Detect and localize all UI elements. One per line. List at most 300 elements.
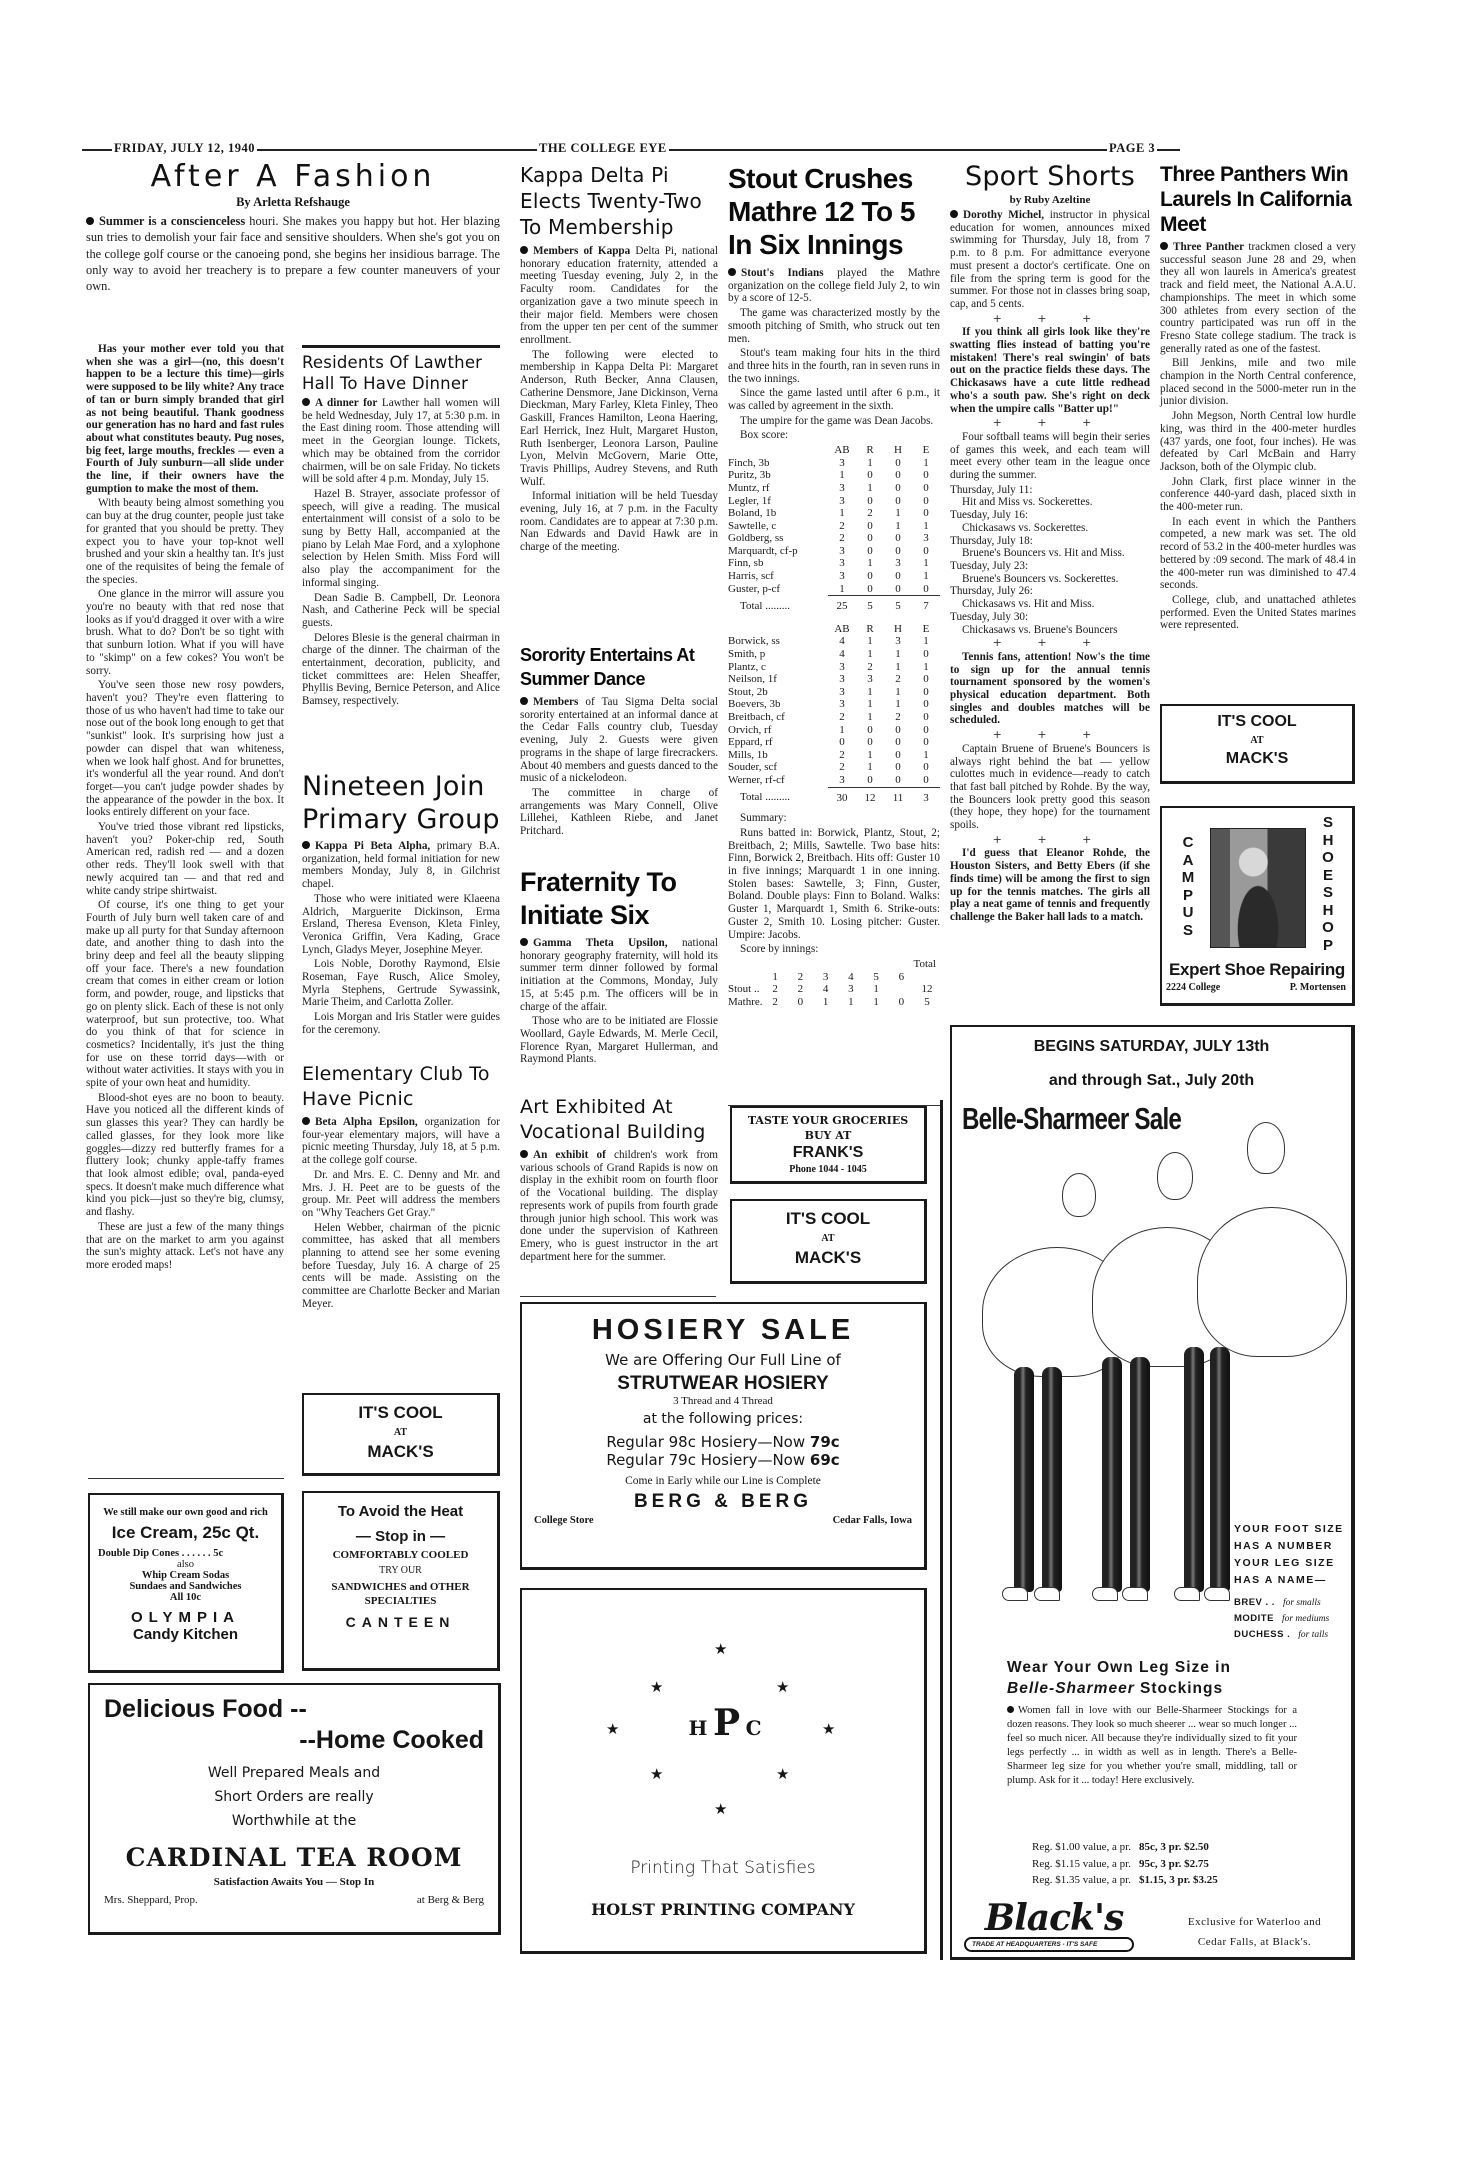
paragraph: Delores Blesie is the general chairman in charge of the dinner. The chairman of the entertainment, decoration, publicity, and ticket committees are: Helen Sheaffer, Phyllis Beving, Bernice Peterson, and Alice Bamsey, respectively. [302,631,500,708]
innings-row: Mathre. 2 0 1 1 1 0 5 [728,995,930,1008]
paragraph: Stout's team making four hits in the third and three hits in the fourth, ran in seven runs in the two innings. [728,347,940,385]
stat-e: 1 [923,660,929,673]
stat-ab: 3 [839,773,845,786]
ad-text: at the following prices: [642,1411,804,1427]
ad-headline: Delicious Food -- [104,1695,307,1723]
paragraph: The committee in charge of arrangements was Mary Connell, Olive Lillehei, Kathleen Riebe, and Janet Pritchard. [520,786,718,838]
star-icon: ★ [776,1678,790,1696]
box-score-row [728,698,940,711]
ad-campus-shoeshop [1160,806,1355,1006]
stat-ab: 3 [839,698,845,711]
ad-text: All 10c [169,1592,202,1603]
box-score-row [728,761,940,774]
schedule-game: Bruene's Bouncers vs. Hit and Miss. [962,547,1125,560]
ad-holst-printing [520,1588,927,1954]
stat-r: 0 [867,469,873,482]
paragraph: Hazel B. Strayer, associate professor of speech, will give a reading. The musical entertainment will consist of a solo to be sung by Betty Hall, accompanied at the piano by Lelah Mae Ford, and a xylophone selection by Helen Smith. Miss Ford will also play the accompaniment for the informal singing. [302,487,500,589]
stat-h: 0 [895,494,901,507]
stat-r: 0 [867,582,873,595]
stat-ab: 4 [839,635,845,648]
separator: + + + [992,311,1108,325]
stat-r: 0 [867,570,873,583]
stat-ab: 3 [839,673,845,686]
stat-r: 0 [867,544,873,557]
ad-headline: Ice Cream, 25c Qt. [111,1523,260,1542]
after-a-fashion-body [86,343,284,1274]
stat-e: 0 [923,544,929,557]
article-title: Elementary Club To Have Picnic [302,1063,490,1110]
stat-r: 1 [867,711,873,724]
bullet-icon [520,246,528,254]
stat-r: 2 [867,507,873,520]
ad-text: Phone 1044 - 1045 [789,1164,867,1175]
paragraph: I'd guess that Eleanor Rohde, the Houston Sisters, and Betty Ebers (if she finds time) will be among the first to sign up for the tennis matches. The girls all play a neat game of tennis and frequently challenge the Baker hall lads to a match. [950,847,1150,923]
schedule-date: Thursday, July 11: [950,483,1033,496]
box-score-row [728,532,940,545]
stat-e: 1 [923,635,929,648]
ad-text: AT [821,1233,835,1244]
player-name: Puritz, 3b [728,469,771,482]
stat-r: 1 [867,481,873,494]
ad-text: MACK'S [367,1442,434,1461]
score-by-innings: Total 1 2 3 4 5 6 Stout .. 2 2 4 3 1 12 Mathre. 2 0 1 1 1 0 5 [728,958,940,1008]
stat-h: 0 [895,544,901,557]
ad-headline: HOSIERY SALE [591,1314,855,1346]
stat-e: 1 [923,519,929,532]
ad-text: IT'S COOL [1217,713,1297,730]
stat-h: 1 [895,648,901,661]
hpc-monogram: H P C [688,1702,762,1744]
size-row: BREV . . for smalls [1234,1597,1321,1608]
stat-e: 0 [923,494,929,507]
paragraph: Captain Bruene of Bruene's Bouncers is always right behind the bat — yellow culottes much in evidence—ready to catch that fast ball pitched by Rohde. By the way, the Bouncers look pretty good this season (they hope, they hope) for the tournament spoils. [950,742,1150,832]
paragraph: In each event in which the Panthers competed, a new mark was set. The old record of 53.2 in the 400-meter hurdles was bettered by :09 second. The mark of 48.4 in the 400-meter run was diminished to 47.4 seconds. [1160,515,1356,592]
stat-ab: 3 [839,570,845,583]
paragraph: The following were elected to membership in Kappa Delta Pi: Margaret Anderson, Ruth Becker, Anna Clausen, Catherine Densmore, Jane Dickinson, Verna Dieckman, Mary Farley, Kleta Finley, Theo Gaskill, Frances Hamilton, Leona Haering, Earl Herrick, Inez Hult, Margaret Huston, Ruth Isenberger, Leonora Larson, Pauline Lyon, Melvin McGovern, Marie Otte, Travis Phillips, Audrey Stevens, and Ruth Wulf. [520,348,719,488]
box-score-row [728,583,940,596]
star-icon: ★ [822,1720,836,1738]
innings-label: Score by innings: [740,943,819,956]
article-title: Sorority Entertains At Summer Dance [520,645,695,689]
stat-r: 0 [867,736,873,749]
bullet-icon [520,697,528,705]
box-score-row [728,724,940,737]
separator: + + + [992,636,1108,650]
bullet-icon [302,398,310,406]
stat-h: 1 [895,685,901,698]
stat-h: 0 [895,582,901,595]
article-title: Fraternity To Initiate Six [520,867,677,930]
box-score-row [728,495,940,508]
ad-text: CANTEEN [345,1614,456,1630]
ad-headline: --Home Cooked [299,1726,484,1754]
stat-h: 2 [895,673,901,686]
article-title: Kappa Delta Pi Elects Twenty-Two To Membership [520,163,702,239]
stat-r: 1 [867,648,873,661]
article-lead: Summer is a conscienceless houri. She makes you happy but hot. Her blazing sun tries to demolish your fair face and sensitive shoulders. When she's got you on the college golf course or the canoeing pond, she begins her insidious barrage. The only way to avoid her treachery is to prepare a few counter maneuvers of your own. [86,214,501,294]
stat-r: 2 [867,660,873,673]
player-name: Boland, 1b [728,507,777,520]
separator: + + + [992,416,1108,430]
ad-price: 69c [809,1451,840,1469]
star-icon: ★ [714,1640,728,1658]
article-stout-crushes-mathre: Stout Crushes Mathre 12 To 5 In Six Innings Stout's Indians played the Mathre organization on the college field July 2, to win by a score of 12-5. The game was characterized mostly by the smooth pitching of Smith, who struck out ten men. Stout's team making four hits in the third and three hits in the fourth, ran in seven runs in the two innings. Since the game lasted until after 6 p.m., it was called by agreement in the sixth. The umpire for the game was Dean Jacobs. Box score: AB R H E Finch, 3b 3 1 0 1 Puritz, 3b 1 0 0 0 Muntz, rf 3 1 0 0 Legler, 1f 3 0 0 0 Boland, 1b 1 2 1 0 Sawtelle, c 2 0 1 1 Goldberg, ss 2 0 0 3 Marquardt, cf-p 3 0 0 0 Finn, sb 3 1 3 1 Harris, scf 3 0 0 1 Guster, p-cf 1 0 0 0 Total ......... 25 5 5 7 AB R H E Borwick, ss 4 1 3 1 Smith, p 4 1 1 0 Plantz, c 3 2 1 1 Neilson, 1f 3 3 2 0 Stout, 2b 3 1 1 0 Boevers, 3b 3 1 1 0 Breitbach, cf 2 1 2 0 Orvich, rf 1 0 0 0 Eppard, rf 0 0 0 0 Mills, 1b 2 1 0 1 Souder, scf 2 1 0 0 Werner, rf-cf 3 0 0 0 Total ......... 30 12 11 3 Summary: Runs batted in: Borwick, Plantz, Stout, 2; Breitbach, 2; Mills, Sawtelle. Two base hits: Finn, Borwick 2, Breitbach. Hits off: Guster 10 in five innings; Marquardt 1 in one inning. Stolen bases: Sawtelle, 3; Finn, Guster, Boland. Double plays: Finn to Boland. Walks: Guster 1, Marquardt 1, Smith 6. Strike-outs: Guster 2, Smith 10. Losing pitcher: Guster. Umpire: Jacobs. Score by innings: Total 1 2 3 4 5 6 Stout .. 2 2 4 3 1 12 Mathre. 2 0 1 1 1 0 5 [728,163,941,1008]
article-title: Art Exhibited At Vocational Building [520,1096,706,1143]
star-icon: ★ [650,1678,664,1696]
masthead [82,141,1182,159]
article-sport-shorts: Sport Shorts by Ruby Azeltine Dorothy Michel, instructor in physical education for women, announces mixed swimming for Thursday, July 18, from 7 p.m. to 8 p.m. For admittance everyone must present a doctor's certificate. One on file from the spring term is good for the summer. For those not in classes bring soap, cap, and 5 cents. + + + If you think all girls look like they're swatting flies instead of batting you're mistaken! There's real swingin' of bats out on the practice fields these days. The Chickasaws have a cute little redhead who's a south paw. She's right on deck when the umpire calls "Batter up!" + + + Four softball teams will begin their series of games this week, and each team will meet every other team in the league once during the summer. Thursday, July 11: Hit and Miss vs. Sockerettes. Tuesday, July 16: Chickasaws vs. Sockerettes. Thursday, July 18: Bruene's Bouncers vs. Hit and Miss. Tuesday, July 23: Bruene's Bouncers vs. Sockerettes. Thursday, July 26: Chickasaws vs. Hit and Miss. Tuesday, July 30: Chickasaws vs. Bruene's Bouncers + + + Tennis fans, attention! Now's the time to sign up for the annual tennis tournament sponsored by the women's physical education department. Both singles and doubles matches will be scheduled. + + + Captain Bruene of Bruene's Bouncers is always right behind the bat — yellow culottes much in evidence—ready to catch that fast ball pitched by Rohde. By the way, the Bouncers look pretty good this season (they hope, they hope) for the tournament spoils. + + + I'd guess that Eleanor Rohde, the Houston Sisters, and Betty Ebers (if she finds time) will be among the first to sign up for the tennis matches. The girls all play a neat game of tennis and frequently challenge the Baker hall lads to a match. [950,161,1150,923]
stat-ab: 0 [839,736,845,749]
paragraph: These are just a few of the many things that are on the market to arm you against the sun's mighty attack. Let's not have any more eroded maps! [86,1220,284,1271]
stat-e: 0 [923,481,929,494]
box-score-row [728,482,940,495]
ad-text: BEGINS SATURDAY, JULY 13th [1033,1038,1270,1055]
stat-ab: 1 [839,507,845,520]
price-list [1032,1839,1292,1889]
paragraph: Of course, it's one thing to get your Fourth of July burn well taken care of and make up all purty for that Sunday afternoon date, and another thing to dash into the briny deep and feel all the beauty slipping off your face. There's a new foundation cream that comes in either cream or lotion form, and powder, rouge, and lipsticks that go on plenty slick. Each of these is not only waterproof, but sun protective, too. What do you think of that for science in cosmetics? Incidentally, it's just the thing for use on these torrid days—with or without water activities. It stays with you in spite of your own heat and humidity. [86,899,284,1090]
stat-ab: 2 [839,761,845,774]
paragraph: Lois Noble, Dorothy Raymond, Elsie Roseman, Faye Rusch, Alice Smoley, Myrla Stephens, Gertrude Sywassink, Marie Theim, and Carlotta Zoller. [302,958,500,1009]
ad-text: Worthwhile at the [231,1813,357,1829]
paragraph: Four softball teams will begin their series of games this week, and each team will meet every other team in the league once during the summer. [950,430,1150,482]
stat-h: 0 [895,481,901,494]
page-number: PAGE 3 [1109,141,1156,155]
player-name: Neilson, 1f [728,673,777,686]
player-name: Borwick, ss [728,635,780,648]
stat-h: 1 [895,519,901,532]
schedule-date: Thursday, July 26: [950,585,1033,598]
paragraph: Those who were initiated were Klaeena Aldrich, Marguerite Dickinson, Erma Ersland, Theresa Evenson, Kleta Finley, Veronica Griffin, Vera Kading, Grace Lynch, Gladys Meyer, Josephine Meyer. [302,892,500,956]
article-kappa-delta-pi: Kappa Delta Pi Elects Twenty-Two To Membership Members of Kappa Delta Pi, national honorary education fraternity, attended a meeting Tuesday evening, July 2, in the Faculty room. Candidates for the organization gave a two minute speech in their major field. Members were chosen from the upper ten per cent of the summer enrollment. The following were elected to membership in Kappa Delta Pi: Margaret Anderson, Ruth Becker, Anna Clausen, Catherine Densmore, Jane Dickinson, Verna Dieckman, Mary Farley, Kleta Finley, Theo Gaskill, Frances Hamilton, Leona Haering, Earl Herrick, Inez Hult, Margaret Huston, Ruth Isenberger, Leonora Larson, Pauline Lyon, Melvin McGovern, Marie Otte, Travis Phillips, Audrey Stevens, and Ruth Wulf. Informal initiation will be held Tuesday evening, July 16, at 7 p.m. in the Faculty room. Candidates are to appear at 7:30 p.m. Nan Edwards and David Hawk are in charge of the meeting. [520,163,719,554]
stat-h: 0 [895,761,901,774]
softball-schedule [950,484,1150,636]
article-fraternity: Fraternity To Initiate Six Gamma Theta Upsilon, national honorary geography fraternity, will hold its summer term dinner followed by formal initiation at the Commons, Monday, July 15, at 5:45 p.m. The officers will be in charge of the affair. Those who are to be initiated are Flossie Woollard, Gayle Edwards, M. Merle Cecil, Florence Ryan, Margaret Hullerman, and Raymond Plants. [520,867,718,1066]
stat-r: 0 [867,773,873,786]
article-title: After A Fashion [150,159,436,194]
stat-e: 0 [923,723,929,736]
schedule-date: Tuesday, July 16: [950,509,1029,522]
stat-e: 0 [923,761,929,774]
box-score-row [728,648,940,661]
ad-text: Double Dip Cones . . . . . . 5c [98,1548,224,1559]
paragraph: The game was characterized mostly by the smooth pitching of Smith, who struck out ten men. [728,307,940,345]
paragraph: Bill Jenkins, mile and two mile champion in the North Central conference, placed second in the 5000-meter run in the junior division. [1160,357,1356,408]
ad-price: 79c [809,1433,840,1451]
ad-text: 3 Thread and 4 Thread [673,1395,773,1407]
article-lawther: Residents Of Lawther Hall To Have Dinner A dinner for Lawther hall women will be held Wednesday, July 17, at 5:30 p.m. in the East dining room. Those attending will meet in the Georgian lounge. Tickets, which may be obtained from the corridor chairmen, will be on sale Friday. No tickets will be sold after 4 p.m. Monday, July 15. Hazel B. Strayer, associate professor of speech, will give a reading. The musical entertainment will consist of a solo to be sung by Betty Hall, accompanied at the piano by Lelah Mae Ford, and a xylophone selection by Helen Smith. Miss Ford will also play the accompaniment for the informal singing. Dean Sadie B. Campbell, Dr. Leonora Nash, and Catherine Peck will be special guests. Delores Blesie is the general chairman in charge of the dinner. The chairman of the entertainment, decoration, publicity, and ticket committees are: Helen Sheaffer, Phyllis Beving, Bernice Peterson, and Alice Bamsey, respectively. [302,353,501,708]
ad-text: Mrs. Sheppard, Prop. [104,1894,198,1906]
belle-copy: Wear Your Own Leg Size in Belle-Sharmeer Stockings Women fall in love with our Belle-Sharmeer Stockings for a dozen reasons. They look so much sheerer ... wear so much longer ... feel so much nicer. All because they're individually sized to fit your legs perfectly ... in width as well as in length. There's a Belle-Sharmeer leg size for you whether you're small, middling, tall or plump. Ask for it ... today! Here exclusively. [1007,1659,1297,1786]
stat-h: 1 [895,698,901,711]
paragraph: Lois Morgan and Iris Statler were guides for the ceremony. [302,1011,500,1036]
player-name: Stout, 2b [728,685,768,698]
blacks-logo: Black's TRADE AT HEADQUARTERS - IT'S SAFE [964,1899,1144,1959]
article-title: Nineteen Join Primary Group [302,771,500,835]
ad-text: Short Orders are really [214,1789,374,1805]
stat-e: 0 [923,507,929,520]
ad-text: MACK'S [794,1248,862,1267]
stat-r: 0 [867,723,873,736]
player-name: Souder, scf [728,761,778,774]
ad-text: SHOESHOP [1322,814,1334,954]
stat-h: 0 [895,736,901,749]
ad-text: MACK'S [1225,750,1289,767]
article-nineteen: Nineteen Join Primary Group Kappa Pi Beta Alpha, primary B.A. organization, held formal initiation for new members Monday, July 8, in Gilchrist chapel. Those who were initiated were Klaeena Aldrich, Marguerite Dickinson, Erma Ersland, Theresa Evenson, Kleta Finley, Veronica Griffin, Vera Kading, Grace Lynch, Gladys Meyer, Josephine Meyer. Lois Noble, Dorothy Raymond, Elsie Roseman, Faye Rusch, Alice Smoley, Myrla Stephens, Gertrude Sywassink, Marie Theim, and Carlotta Zoller. Lois Morgan and Iris Statler were guides for the ceremony. [302,771,500,1036]
stat-e: 3 [923,532,929,545]
paragraph: If you think all girls look like they're swatting flies instead of batting you're mistaken! There's real swingin' of bats out on the practice fields these days. The Chickasaws have a cute little redhead who's a south paw. She's right on deck when the umpire calls "Batter up!" [950,326,1150,415]
stat-e: 0 [923,673,929,686]
paragraph: Since the game lasted until after 6 p.m., it was called by agreement in the sixth. [728,387,940,413]
stat-ab: 3 [839,456,845,469]
bullet-icon [86,217,94,225]
schedule-date: Thursday, July 18: [950,534,1033,547]
stat-e: 0 [923,648,929,661]
ad-text: also [177,1559,194,1570]
price-row: Reg. $1.35 value, a pr. $1.15, 3 pr. $3.25 [1032,1874,1218,1886]
innings-row: Stout .. 2 2 4 3 1 12 [728,983,933,996]
stat-h: 0 [895,773,901,786]
ad-text: SANDWICHES and OTHER SPECIALTIES [331,1581,470,1607]
summary: Runs batted in: Borwick, Plantz, Stout, 2; Breitbach, 2; Mills, Sawtelle. Two base hits: Finn, Borwick 2, Breitbach. Hits off: Guster 10 in five innings; Marquardt 1 in one inning. Stolen bases: Sawtelle, 3; Finn, Guster, Boland. Double plays: Finn to Boland. Walks: Guster 1, Marquardt 1, Smith 6. Strike-outs: Guster 2, Smith 10. Losing pitcher: Guster. Umpire: Jacobs. [728,826,940,941]
star-icon: ★ [606,1720,620,1738]
player-name: Mills, 1b [728,748,768,761]
box-score-row [728,749,940,762]
stat-e: 1 [923,748,929,761]
ad-headline: Expert Shoe Repairing [1168,960,1346,979]
ad-text: Printing That Satisfies [630,1858,816,1878]
box-score-row [728,774,940,787]
ad-text: AT [1250,735,1264,746]
stat-e: 0 [923,773,929,786]
ad-hosiery-sale [520,1302,927,1570]
ad-text: IT'S COOL [358,1403,443,1422]
ad-macks [302,1393,500,1476]
stat-ab: 3 [839,557,845,570]
paragraph: John Clark, first place winner in the conference 440-yard dash, placed sixth in the 400-meter run. [1160,475,1356,514]
paragraph: Has your mother ever told you that when she was a girl—(no, this doesn't happen to be a lecture this time)—girls were supposed to be lily white? Any trace of tan or burn simply branded that girl as not being beautiful. Thank goodness our generation has no hard and fast rules about what constitutes beauty. Pug noses, big feet, large mouths, freckles — even a Fourth of July sunburn—all slide under the line, if their owners have the gumption to make the most of them. [86,343,284,495]
player-name: Eppard, rf [728,736,773,749]
paragraph: The umpire for the game was Dean Jacobs. [740,414,934,427]
schedule-game: Chickasaws vs. Sockerettes. [962,521,1089,534]
price-row: Reg. $1.15 value, a pr. 95c, 3 pr. $2.75 [1032,1857,1209,1870]
player-name: Boevers, 3b [728,698,781,711]
ad-text: Come in Early while our Line is Complete [625,1475,821,1487]
paragraph: With beauty being almost something you can buy at the drug counter, people just take for granted that you should be pretty. They expect you to have your top-knot well brushed and your skin a healthy tan. It's just one of the requisites of being the female of the species. [86,497,284,586]
ad-text: OLYMPIA [131,1609,240,1626]
stat-r: 1 [867,635,873,648]
stat-r: 1 [867,557,873,570]
player-name: Marquardt, cf-p [728,544,798,557]
box-score-stout: AB R H E Borwick, ss 4 1 3 1 Smith, p 4 1 1 0 Plantz, c 3 2 1 1 Neilson, 1f 3 3 2 0 Stout, 2b 3 1 1 0 Boevers, 3b 3 1 1 0 Breitbach, cf 2 1 2 0 Orvich, rf 1 0 0 0 Eppard, rf 0 0 0 0 Mills, 1b 2 1 0 1 Souder, scf 2 1 0 0 Werner, rf-cf 3 0 0 0 Total ......... 30 12 11 3 [728,623,940,804]
stat-ab: 1 [839,582,845,595]
box-score-row [728,457,940,470]
size-row: MODITE for mediums [1234,1613,1330,1624]
stat-e: 1 [923,557,929,570]
ad-text: Cedar Falls, Iowa [832,1515,912,1526]
schedule-game: Hit and Miss vs. Sockerettes. [962,496,1093,509]
summary-label: Summary: [740,812,787,825]
stat-h: 0 [895,723,901,736]
stat-ab: 2 [839,519,845,532]
separator: + + + [992,832,1108,846]
paragraph: Informal initiation will be held Tuesday evening, July 16, at 7 p.m. in the Faculty room. Candidates are to appear at 7:30 p.m. Nan Edwards and David Hawk are in charge of the meeting. [520,490,718,554]
stat-r: 1 [867,456,873,469]
stat-h: 3 [895,557,901,570]
stat-ab: 2 [839,711,845,724]
stat-ab: 3 [839,685,845,698]
box-score-row [728,507,940,520]
ad-text: TRY OUR [379,1565,422,1576]
ad-text: 2224 College [1166,982,1221,993]
ad-text: AT [393,1427,408,1438]
star-icon: ★ [650,1765,664,1783]
issue-date: FRIDAY, JULY 12, 1940 [114,141,255,155]
ad-text: CARDINAL TEA ROOM [125,1843,463,1872]
stat-h: 3 [895,635,901,648]
ad-text: Sundaes and Sandwiches [129,1581,242,1592]
box-score-row [728,673,940,686]
stat-r: 0 [867,519,873,532]
size-row: DUCHESS . for talls [1234,1629,1329,1640]
box-score-row [728,661,940,674]
ad-text: Well Prepared Meals and [207,1765,381,1781]
ad-text: IT'S COOL [785,1209,871,1228]
stat-e: 0 [923,685,929,698]
box-score-row [728,570,940,583]
stat-e: 1 [923,456,929,469]
stat-h: 0 [895,748,901,761]
stat-r: 1 [867,761,873,774]
paragraph: Dean Sadie B. Campbell, Dr. Leonora Nash, and Catherine Peck will be special guests. [302,591,500,629]
schedule-game: Chickasaws vs. Bruene's Bouncers [962,623,1118,636]
article-after-a-fashion [86,160,500,296]
player-name: Breitbach, cf [728,711,785,724]
stat-h: 1 [895,507,901,520]
ad-text: P. Mortensen [1289,982,1346,993]
ad-text: We still make our own good and rich [103,1507,268,1518]
player-name: Smith, p [728,648,766,661]
ad-belle-sharmeer [950,1025,1355,1960]
stat-ab: 3 [839,660,845,673]
paragraph: Helen Webber, chairman of the picnic committee, has asked that all members planning to attend see her some evening before Tuesday, July 16. A charge of 25 cents will be made. Assisting on the committee are Charlotte Becker and Marian Meyer. [302,1221,500,1310]
ad-text: COMFORTABLY COOLED [332,1549,469,1561]
stat-r: 0 [867,532,873,545]
stat-h: 2 [895,711,901,724]
paragraph: Blood-shot eyes are no boon to beauty. Have you noticed all the different kinds of sun glasses this year? They can hardly be called glasses, for they look more like goggles—dizzy red butterfly frames for a fluttery look; chunky apple-taffy frames that look almost edible; oval, panda-eyed specs. It doesn't make much difference what kind you pick—just so they're big, clumsy, and flashy. [86,1091,284,1219]
stat-e: 1 [923,570,929,583]
ad-franks [730,1106,927,1184]
bullet-icon [1160,242,1168,250]
paragraph: Dr. and Mrs. E. C. Denny and Mr. and Mrs. J. H. Peet are to be guests of the group. Mr. Peet will address the members on "Why Teachers Get Gray." [302,1168,500,1219]
stat-h: 1 [895,660,901,673]
ad-text: BUY AT [804,1129,852,1142]
stat-ab: 3 [839,544,845,557]
stat-h: 0 [895,570,901,583]
article-title: Three Panthers Win Laurels In California Meet [1160,163,1352,236]
byline: by Ruby Azeltine [1009,194,1091,206]
ad-olympia [88,1493,284,1673]
bullet-icon [520,1150,528,1158]
player-name: Muntz, rf [728,481,770,494]
ad-text: HOLST PRINTING COMPANY [591,1900,855,1919]
article-sorority: Sorority Entertains At Summer Dance Members of Tau Sigma Delta social sorority entertained at an informal dance at the Cedar Falls country club, Tuesday evening, July 2. Guests were given programs in the shape of large firecrackers. About 40 members and guests danced to the music of a nickelodeon. The committee in charge of arrangements was Mary Connell, Olive Lillehei, Kathleen Riebe, and Janet Pritchard. [520,645,718,838]
stat-r: 0 [867,494,873,507]
player-name: Finn, sb [728,557,764,570]
stat-ab: 4 [839,648,845,661]
schedule-game: Bruene's Bouncers vs. Sockerettes. [962,572,1119,585]
paragraph: Tennis fans, attention! Now's the time to sign up for the annual tennis tournament sponsored by the women's physical education department. Both singles and doubles matches will be scheduled. [950,650,1150,727]
bullet-icon [302,1117,310,1125]
stat-ab: 1 [839,469,845,482]
ad-canteen [302,1491,500,1671]
paragraph: John Megson, North Central low hurdle king, was third in the 400-meter hurdles (437 yards, one foot, four inches). He was defeated by Carl McBain and Harry Jackson, both of the Olympic club. [1160,410,1356,473]
ad-text: STRUTWEAR HOSIERY [617,1373,829,1394]
star-icon: ★ [776,1765,790,1783]
price-row: Reg. $1.00 value, a pr. 85c, 3 pr. $2.50 [1032,1841,1209,1853]
exclusive-note: Exclusive for Waterloo and Cedar Falls, at Black's. [1187,1916,1322,1948]
schedule-date: Tuesday, July 23: [950,559,1029,572]
ad-text: To Avoid the Heat [337,1503,464,1520]
player-name: Legler, 1f [728,494,771,507]
box-score-row [728,545,940,558]
ad-text: FRANK'S [792,1144,864,1161]
stat-e: 0 [923,582,929,595]
article-three-panthers: Three Panthers Win Laurels In California Meet Three Panther trackmen closed a very successful season June 28 and 29, when they all won laurels in America's greatest track and field meet, the National A.A.U. championships. The meet in which some 300 athletes from every section of the country participated was run off in the Fresno State college stadium. The track is generally rated as one of the fastest. Bill Jenkins, mile and two mile champion in the North Central conference, placed second in the 5000-meter run in the junior division. John Megson, North Central low hurdle king, was third in the 400-meter hurdles (437 yards, one foot, four inches). He was defeated by Carl McBain and Harry Jackson, both of the Olympic club. John Clark, first place winner in the conference 440-yard dash, placed sixth in the 400-meter run. In each event in which the Panthers competed, a new mark was set. The old record of 53.2 in the 400-meter hurdles was bettered by :09 second. The mark of 48.4 in the 400-meter run was diminished to 47.4 seconds. College, club, and unattached athletes performed. Even the United States marines were represented. [1160,163,1356,632]
ad-text: Whip Cream Sodas [141,1570,230,1581]
ad-text: Candy Kitchen [132,1626,238,1643]
paper-name: THE COLLEGE EYE [539,141,667,155]
box-score-row [728,469,940,482]
ad-text: Regular 79c Hosiery—Now [606,1451,810,1469]
stat-ab: 3 [839,481,845,494]
box-score-mathre: AB R H E Finch, 3b 3 1 0 1 Puritz, 3b 1 0 0 0 Muntz, rf 3 1 0 0 Legler, 1f 3 0 0 0 Boland, 1b 1 2 1 0 Sawtelle, c 2 0 1 1 Goldberg, ss 2 0 0 3 Marquardt, cf-p 3 0 0 0 Finn, sb 3 1 3 1 Harris, scf 3 0 0 1 Guster, p-cf 1 0 0 0 Total ......... 25 5 5 7 [728,444,940,613]
stat-h: 0 [895,469,901,482]
stat-r: 1 [867,748,873,761]
byline: By Arletta Refshauge [236,195,350,209]
stat-r: 3 [867,673,873,686]
stat-r: 1 [867,685,873,698]
paragraph: You've seen those new rosy powders, haven't you? They're even flattering to those of us who haven't had time to take our nose out of the book long enough to get that "sunkist" look. It's surprising how just a powder can dispel that wan whiteness, when we look half ghost. And for brunettes, it's wonderful all the year round. And don't forget—you can't judge powder shades by the appearance of the powder in the box. It looks entirely different on your face. [86,679,284,819]
box-score-row [728,736,940,749]
ad-macks-3 [1160,704,1355,784]
ad-text: CAMPUS [1181,834,1195,939]
stat-ab: 3 [839,494,845,507]
stat-r: 1 [867,698,873,711]
article-title: Stout Crushes Mathre 12 To 5 In Six Innings [728,163,915,260]
stat-e: 0 [923,469,929,482]
box-score-row [728,711,940,724]
box-score-row [728,557,940,570]
paragraph: Those who are to be initiated are Flossie Woollard, Gayle Edwards, M. Merle Cecil, Florence Ryan, Margaret Hullerman, and Raymond Plants. [520,1015,718,1066]
stat-ab: 1 [839,723,845,736]
ad-headline: Belle-Sharmeer Sale [962,1101,1182,1136]
player-name: Orvich, rf [728,723,772,736]
stat-ab: 2 [839,532,845,545]
article-elementary: Elementary Club To Have Picnic Beta Alpha Epsilon, organization for four-year elementary majors, will have a picnic meeting Thursday, July 18, at 5 p.m. at the college golf course. Dr. and Mrs. E. C. Denny and Mr. and Mrs. J. H. Peet are to be guests of the group. Mr. Peet will address the members on "Why Teachers Get Gray." Helen Webber, chairman of the picnic committee, has asked that all members planning to attend see her some evening before Tuesday, July 16. A charge of 25 cents will be made. Assisting on the committee are Charlotte Becker and Marian Meyer. [302,1063,500,1310]
paragraph: College, club, and unattached athletes performed. Even the United States marines were represented. [1160,593,1356,632]
player-name: Finch, 3b [728,456,770,469]
ad-text: at Berg & Berg [416,1894,484,1906]
stat-e: 0 [923,711,929,724]
ad-text: College Store [534,1515,594,1526]
stat-h: 0 [895,456,901,469]
bullet-icon [520,938,528,946]
bullet-icon [302,841,310,849]
proprietor-photo [1210,828,1306,948]
ad-macks-2 [730,1199,927,1284]
player-name: Guster, p-cf [728,582,781,595]
ad-text: and through Sat., July 20th [1048,1072,1255,1089]
